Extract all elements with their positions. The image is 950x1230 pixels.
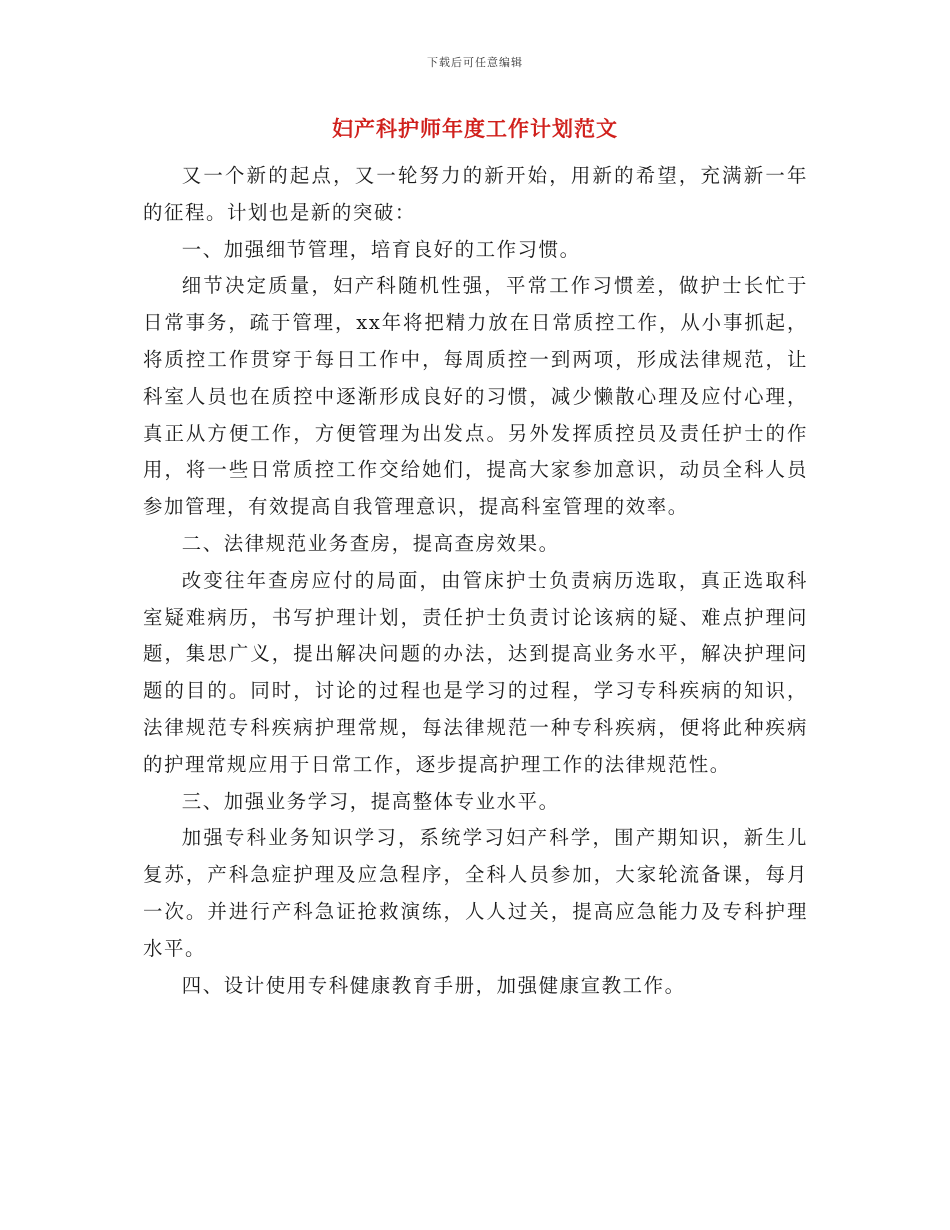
section-paragraph-2: 改变往年查房应付的局面，由管床护士负责病历选取，真正选取科室疑难病历，书写护理计划，责任护士负责讨论该病的疑、难点护理问题，集思广义，提出解决问题的办法，达到提高业务水平，解决护理问题的目的。同时，讨论的过程也是学习的过程，学习专科疾病的知识，法律规范专科疾病护理常规，每法律规范一种专科疾病，便将此种疾病的护理常规应用于日常工作，逐步提高护理工作的法律规范性。 [143, 568, 808, 776]
intro-paragraph: 又一个新的起点，又一轮努力的新开始，用新的希望，充满新一年的征程。计划也是新的突破： [143, 164, 808, 224]
section-heading-1: 一、加强细节管理，培育良好的工作习惯。 [181, 237, 581, 261]
section-paragraph-1: 细节决定质量，妇产科随机性强，平常工作习惯差，做护士长忙于日常事务，疏于管理，xx年将把精力放在日常质控工作，从小事抓起，将质控工作贯穿于每日工作中，每周质控一到两项，形成法律规范，让科室人员也在质控中逐渐形成良好的习惯，减少懒散心理及应付心理，真正从方便工作，方便管理为出发点。另外发挥质控员及责任护士的作用，将一些日常质控工作交给她们，提高大家参加意识，动员全科人员参加管理，有效提高自我管理意识，提高科室管理的效率。 [143, 274, 808, 519]
section-heading-4: 四、设计使用专科健康教育手册，加强健康宣教工作。 [181, 973, 686, 997]
document-title: 妇产科护师年度工作计划范文 [332, 116, 618, 141]
section-paragraph-3: 加强专科业务知识学习，系统学习妇产科学，围产期知识，新生儿复苏，产科急症护理及应急程序，全科人员参加，大家轮流备课，每月一次。并进行产科急证抢救演练，人人过关，提高应急能力及专科护理水平。 [143, 826, 808, 960]
section-heading-2: 二、法律规范业务查房，提高查房效果。 [181, 531, 560, 555]
header-note: 下载后可任意编辑 [427, 56, 523, 69]
document-body [143, 158, 808, 1004]
section-heading-3: 三、加强业务学习，提高整体专业水平。 [181, 789, 560, 813]
